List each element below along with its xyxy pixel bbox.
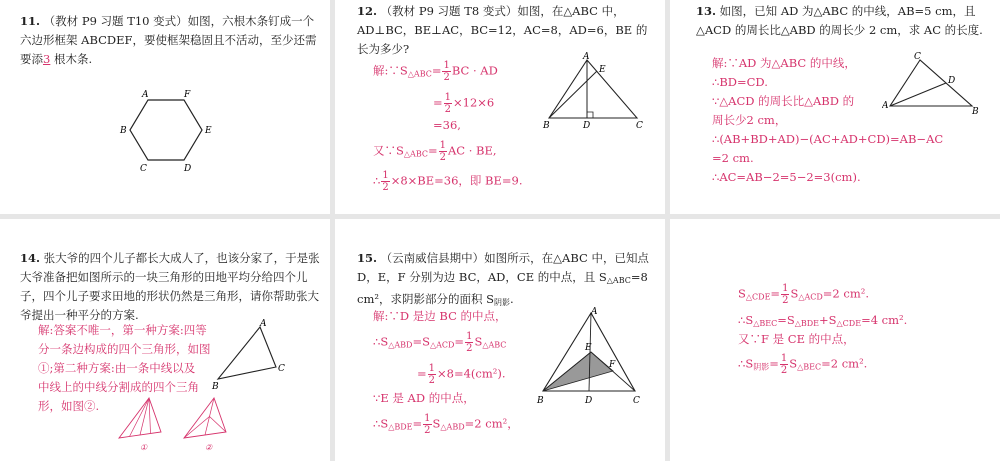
q13-text: 13. 如图，已知 AD 为△ABC 的中线，AB=5 cm，且△ACD 的周长比△ABD 的周长少 2 cm，求 AC 的长度. xyxy=(696,4,983,37)
question-12-panel xyxy=(335,0,665,214)
q12-solution-line2: = $\frac{1}{2}$ ×12×6 xyxy=(433,92,495,115)
hexagon-figure xyxy=(118,88,238,178)
figure-2-label: ② xyxy=(205,443,213,452)
svg-text:A: A xyxy=(260,319,267,329)
svg-text:A: A xyxy=(583,52,590,62)
q12-text: 12. （教材 P9 习题 T8 变式）如图，在△ABC 中，AD⊥BC，BE⊥AC，BC=12，AC=8，AD=6，BE 的长为多少? xyxy=(357,4,648,56)
q13-solution-l5: ∴(AB+BD+AD)−(AC+AD+CD)=AB−AC xyxy=(712,132,944,146)
svg-text:E: E xyxy=(599,65,606,75)
label-f: F xyxy=(184,90,191,100)
q16-solution-l1: $S_{\triangle CDE}=$ $\frac{1}{2}$ $S_{\triangle ACD}=2$ cm². xyxy=(738,283,870,306)
q11-text: 11. （教材 P9 习题 T10 变式）如图，六根木条钉成一个六边形框架 ABCDEF，要使框架稳固且不活动，至少还需要添3 根木条. xyxy=(20,14,317,66)
q14-solution-l5: 形，如图②. xyxy=(38,399,100,413)
q13-solution-l7: ∴AC=AB−2=5−2=3(cm). xyxy=(712,170,861,184)
q15-solution-l3: = $\frac{1}{2}$ ×8=4(cm²). xyxy=(417,363,506,386)
label-d: D xyxy=(184,164,192,174)
svg-text:B: B xyxy=(543,121,550,131)
question-13-panel xyxy=(670,0,1000,214)
q12-solution-line5: ∴ $\frac{1}{2}$ ×8×BE=36，即 BE=9. xyxy=(373,170,523,193)
q13-solution-l4: 周长少2 cm， xyxy=(712,113,787,127)
svg-text:A: A xyxy=(882,101,889,111)
question-15-continued-panel xyxy=(670,219,1000,461)
q13-solution-l1: 解:∵AD 为△ABC 的中线， xyxy=(712,56,856,70)
q14-solution-l2: 分一条边构成的四个三角形，如图 xyxy=(38,342,211,356)
q15-text: 15. （云南威信县期中）如图所示，在△ABC 中，已知点D，E，F 分别为边 BC，AD，CE 的中点，且 $S_{\triangle ABC}=8$ cm²，求阴影部分的面积 $S_{阴影}$. xyxy=(357,251,649,307)
svg-text:F: F xyxy=(609,360,616,370)
q14-solution-l1: 解:答案不唯一，第一种方案:四等 xyxy=(38,323,207,337)
q13-solution-l6: =2 cm. xyxy=(712,151,754,165)
q12-triangle-figure xyxy=(541,52,651,132)
label-b: B xyxy=(120,126,127,136)
q14-figure-2 xyxy=(178,394,238,452)
q13-triangle-figure xyxy=(882,52,982,114)
q13-solution-l3: ∵△ACD 的周长比△ABD 的 xyxy=(712,94,855,108)
q16-solution-l4: $\therefore S_{阴影}=$ $\frac{1}{2}$ $S_{\triangle BEC}=2$ cm². xyxy=(738,353,868,376)
svg-text:D: D xyxy=(585,396,593,406)
shaded-region xyxy=(543,352,613,391)
q11-answer-blank: 3 xyxy=(43,52,51,66)
q15-solution-l2: $\therefore S_{\triangle ABD}=S_{\triangle ACD}=$ $\frac{1}{2}$ $S_{\triangle ABC}$ xyxy=(373,331,507,354)
svg-text:C: C xyxy=(636,121,643,131)
question-15-panel xyxy=(335,219,665,461)
q12-solution-line4: 又$\because S_{\triangle ABC}=$ $\frac{1}{2}$ AC · BE, xyxy=(373,140,497,163)
svg-text:B: B xyxy=(212,382,219,391)
figure-1-label: ① xyxy=(140,443,148,452)
svg-text:B: B xyxy=(972,107,979,114)
svg-text:C: C xyxy=(914,52,921,62)
q14-solution-l4: 中线上的中线分割成的四个三角 xyxy=(38,380,199,394)
q15-triangle-figure xyxy=(535,307,647,407)
svg-text:C: C xyxy=(278,364,285,374)
svg-text:B: B xyxy=(537,396,544,406)
q14-triangle-figure xyxy=(210,319,290,391)
q15-solution-l1: 解:∵D 是边 BC 的中点， xyxy=(373,309,507,323)
q15-solution-l5: $\therefore S_{\triangle BDE}=$ $\frac{1}{2}$ $S_{\triangle ABD}=2$ cm²， xyxy=(373,413,519,436)
svg-text:C: C xyxy=(633,396,640,406)
q16-solution-l2: $\therefore S_{\triangle BEC}=S_{\triangle BDE}+S_{\triangle CDE}=4$ cm². xyxy=(738,313,908,328)
q14-figure-1 xyxy=(113,394,173,452)
q14-solution-l3: ①;第二种方案:由一条中线以及 xyxy=(38,361,196,375)
q12-solution-line1: 解$:\because S_{\triangle ABC}=$ $\frac{1}{2}$ BC · AD xyxy=(373,60,498,83)
q12-solution-line3: =36, xyxy=(433,118,461,132)
q15-solution-l4: ∵E 是 AD 的中点， xyxy=(373,391,475,405)
label-a: A xyxy=(142,90,149,100)
svg-text:D: D xyxy=(948,76,956,86)
label-c: C xyxy=(140,164,147,174)
svg-text:E: E xyxy=(585,343,592,353)
question-14-panel xyxy=(0,219,330,461)
q14-text: 14. 张大爷的四个儿子都长大成人了，也该分家了，于是张大爷准备把如图所示的一块三角形的田地平均分给四个儿子，四个儿子要求田地的形状仍然是三角形，请你帮助张大爷提出一种平分的方案. xyxy=(20,251,320,322)
q13-solution-l2: ∴BD=CD. xyxy=(712,75,768,89)
svg-text:A: A xyxy=(591,307,598,317)
label-e: E xyxy=(205,126,212,136)
svg-text:D: D xyxy=(583,121,591,131)
q16-solution-l3: 又∵F 是 CE 的中点， xyxy=(738,332,855,346)
question-11-panel xyxy=(0,0,330,214)
